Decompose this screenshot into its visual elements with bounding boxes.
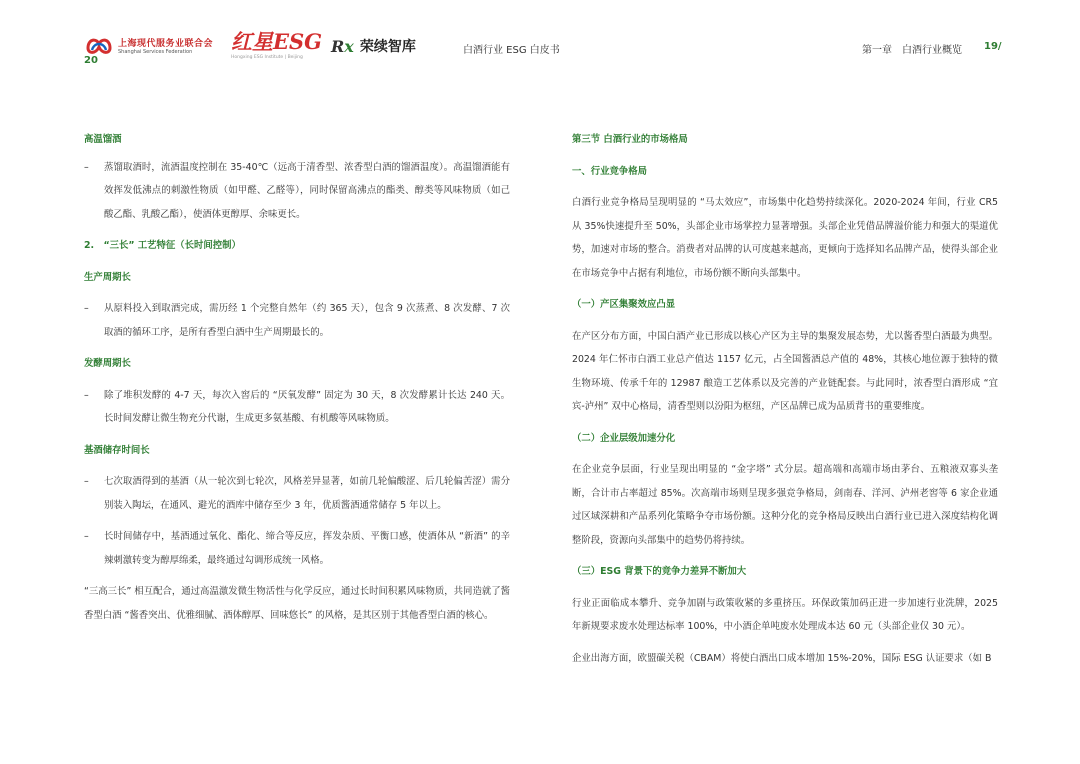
body-paragraph: 企业出海方面，欧盟碳关税（CBAM）将使白酒出口成本增加 15%-20%，国际 ESG 认证要求（如 B xyxy=(572,652,992,664)
ssf-name-cn: 上海现代服务业联合会 xyxy=(118,38,214,49)
page-number-left: 20 xyxy=(84,55,98,66)
document-title: 白酒行业 ESG 白皮书 xyxy=(463,45,560,56)
bullet-item xyxy=(84,470,510,517)
hongxing-esg-name: 红星ESG xyxy=(231,29,323,54)
bullet-text: 长时间储存中，基酒通过氧化、酯化、缔合等反应，挥发杂质、平衡口感，使酒体从 “新酒” 的辛辣刺激转变为醇厚绵柔，最终通过勾调形成统一风格。 xyxy=(104,531,510,566)
bullet-item xyxy=(84,384,510,431)
bullet-dash: – xyxy=(84,531,89,542)
heading-storage-time: 基酒储存时间长 xyxy=(84,444,150,456)
section-title: 第三节 白酒行业的市场格局 xyxy=(572,134,688,145)
body-paragraph: 行业正面临成本攀升、竞争加剧与政策收紧的多重挤压。环保政策加码正进一步加速行业洗牌，2025 年新规要求废水处理达标率 100%，中小酒企单吨废水处理成本达 60 元（头部企业仅 30 元）。 xyxy=(572,597,998,632)
subheading-competition: 一、行业竞争格局 xyxy=(572,165,648,177)
page-number-right: 19/ xyxy=(984,41,1002,52)
rx-mark-icon: Rx xyxy=(331,36,354,56)
subheading-esg-competitiveness: （三）ESG 背景下的竞争力差异不断加大 xyxy=(572,566,747,577)
ssf-emblem-icon xyxy=(84,34,114,56)
summary-paragraph: “三高三长” 相互配合，通过高温激发微生物活性与化学反应，通过长时间积累风味物质，共同造就了酱香型白酒 “酱香突出、优雅细腻、酒体醇厚、回味悠长” 的风格，是其区别于其他香型白酒的核心。 xyxy=(84,586,510,621)
bullet-text: 从原料投入到取酒完成，需历经 1 个完整自然年（约 365 天），包含 9 次蒸煮、8 次发酵、7 次取酒的循环工序，是所有香型白酒中生产周期最长的。 xyxy=(104,303,510,338)
hongxing-esg-logo xyxy=(231,30,322,60)
rongxu-name: 荣续智库 xyxy=(359,39,416,55)
bullet-item xyxy=(84,297,510,344)
bullet-dash: – xyxy=(84,161,89,173)
rongxu-logo xyxy=(331,36,416,56)
body-paragraph: 在产区分布方面，中国白酒产业已形成以核心产区为主导的集聚发展态势，尤以酱香型白酒最为典型。2024 年仁怀市白酒工业总产值达 1157 亿元，占全国酱酒总产值的 48%，其核心地位源于独特的微生物环境、传承千年的 12987 酿造工艺体系以及完善的产业链配套。与此同时，浓香型白酒形成 “宜宾-泸州” 双中心格局，清香型则以汾阳为枢纽，产区品牌已成为品质背书的重要维度。 xyxy=(572,330,998,412)
bullet-dash: – xyxy=(84,303,89,314)
right-column xyxy=(572,128,998,670)
bullet-item xyxy=(84,525,510,572)
subheading-region-cluster: （一）产区集聚效应凸显 xyxy=(572,299,676,310)
left-column xyxy=(84,128,510,627)
bullet-text: 七次取酒得到的基酒（从一轮次到七轮次，风格差异显著，如前几轮偏酸涩、后几轮偏苦涩）需分别装入陶坛，在通风、避光的酒库中储存至少 3 年，优质酱酒通常储存 5 年以上。 xyxy=(104,476,510,511)
heading-production-cycle: 生产周期长 xyxy=(84,271,131,283)
bullet-text: 除了堆积发酵的 4-7 天，每次入窖后的 “厌氧发酵” 固定为 30 天，8 次发酵累计长达 240 天。长时间发酵让微生物充分代谢，生成更多氨基酸、有机酸等风味物质。 xyxy=(104,389,510,424)
heading-high-temp-distill: 高温馏酒 xyxy=(84,134,122,145)
bullet-dash: – xyxy=(84,389,89,401)
chapter-label: 第一章 白酒行业概览 xyxy=(862,45,962,56)
body-paragraph: 在企业竞争层面，行业呈现出明显的 “金字塔” 式分层。超高端和高端市场由茅台、五粮液双寡头垄断，合计市占率超过 85%。次高端市场则呈现多强竞争格局，剑南春、洋河、泸州老窖等 6 家企业通过区域深耕和产品系列化策略争夺市场份额。这种分化的竞争格局反映出白酒行业已进入深度结构化调整阶段，资源向头部集中的趋势仍将持续。 xyxy=(572,464,998,546)
heading-fermentation-cycle: 发酵周期长 xyxy=(84,358,131,369)
body-paragraph: 白酒行业竞争格局呈现明显的 “马太效应”，市场集中化趋势持续深化。2020-2024 年间，行业 CR5 从 35%快速提升至 50%，头部企业市场掌控力显著增强。头部企业凭借品牌溢价能力和强大的渠道优势，加速对市场的整合。消费者对品牌的认可度越来越高，更倾向于选择知名品牌产品，使得头部企业在市场竞争中占据有利地位，市场份额不断向头部集中。 xyxy=(572,197,998,279)
subheading-tier-split: （二）企业层级加速分化 xyxy=(572,432,676,444)
bullet-item xyxy=(84,156,510,227)
ssf-logo xyxy=(84,34,213,56)
bullet-text: 蒸馏取酒时，流酒温度控制在 35-40℃（远高于清香型、浓香型白酒的馏酒温度）。高温馏酒能有效挥发低沸点的刺激性物质（如甲醛、乙醛等），同时保留高沸点的酯类、醇类等风味物质（如己酸乙酯、乳酸乙酯），使酒体更醇厚、余味更长。 xyxy=(104,161,510,220)
bullet-dash: – xyxy=(84,476,89,487)
heading-three-long: 2. “三长” 工艺特征（长时间控制） xyxy=(84,240,241,251)
ssf-name-en: Shanghai Services Federation xyxy=(118,48,193,55)
hongxing-esg-sub: Hongxing ESG Institute | Beijing xyxy=(231,55,303,60)
